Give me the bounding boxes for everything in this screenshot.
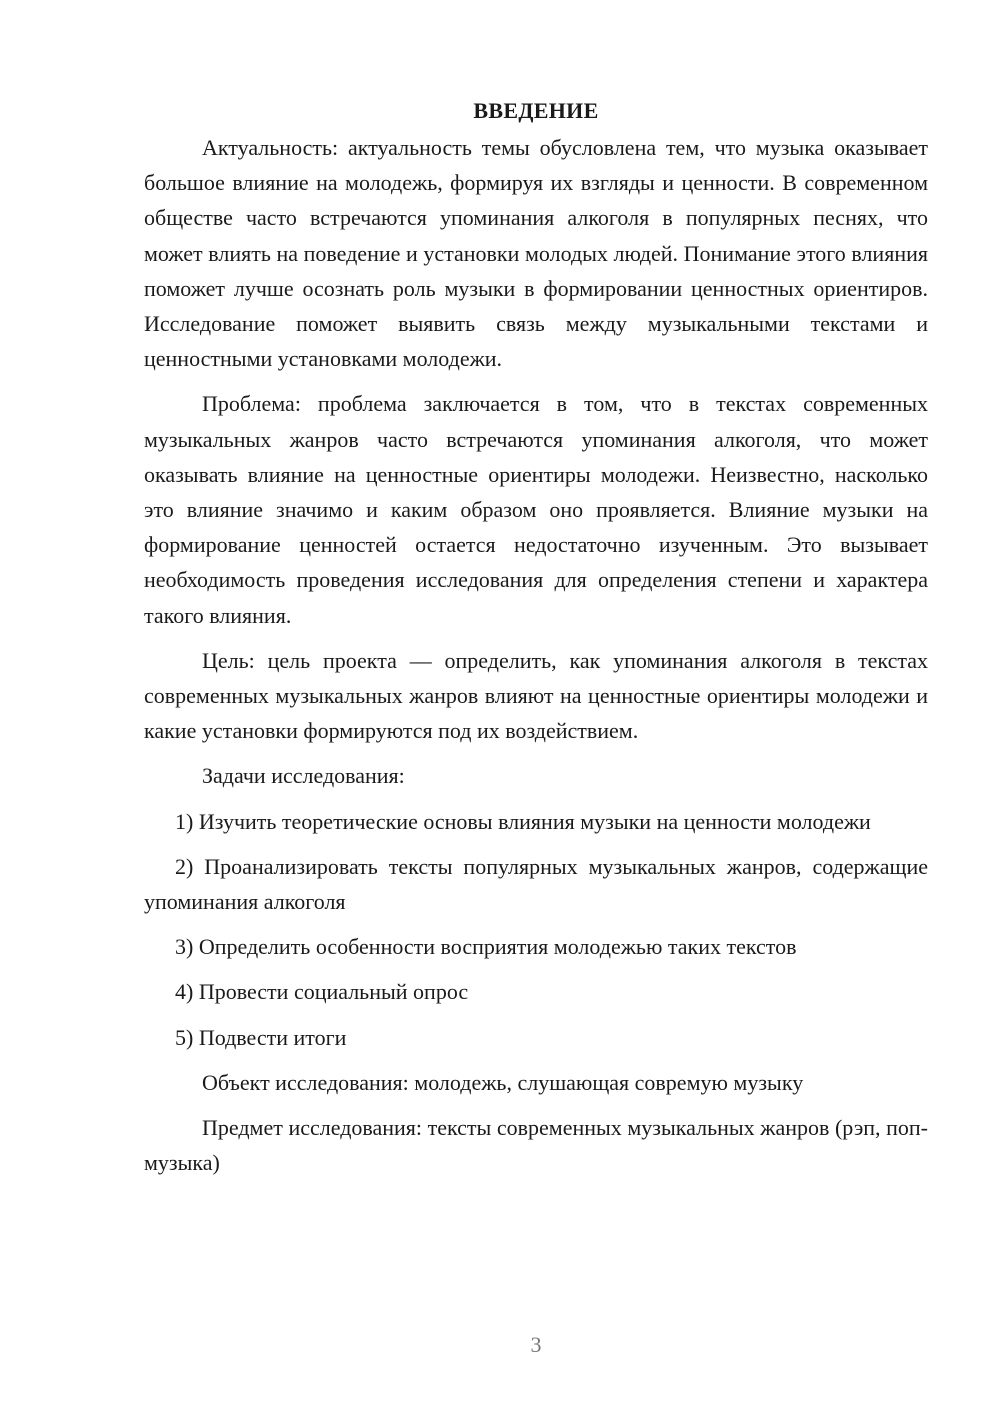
subject-paragraph: Предмет исследования: тексты современных музыкальных жанров (рэп, поп-музыка) (144, 1115, 928, 1176)
problem-paragraph: Проблема: проблема заключается в том, что в текстах современных музыкальных жанров часто встречаются упоминания алкоголя, что может оказывать влияние на ценностные ориентиры молодежи. Неизвестно, насколько это влияние значимо и каким образом оно проявляется. Влияние музыки на формирование ценностей остается недостаточно изученным. Это вызывает необходимость проведения исследования для определения степени и характера такого влияния. (144, 391, 928, 628)
task-item-5: 5) Подвести итоги (175, 1024, 347, 1050)
task-item-3: 3) Определить особенности восприятия молодежью таких текстов (175, 934, 797, 960)
goal-paragraph: Цель: цель проекта — определить, как упоминания алкоголя в текстах современных музыкальных жанров влияют на ценностные ориентиры молодежи и какие установки формируются под их воздействием. (144, 647, 928, 744)
document-page (144, 96, 928, 1190)
task-item-4: 4) Провести социальный опрос (175, 979, 469, 1005)
object-paragraph: Объект исследования: молодежь, слушающая совремую музыку (202, 1069, 804, 1095)
relevance-paragraph: Актуальность: актуальность темы обусловлена тем, что музыка оказывает большое влияние на молодежь, формируя их взгляды и ценности. В современном обществе часто встречаются упоминания алкоголя в популярных песнях, что может влиять на поведение и установки молодых людей. Понимание этого влияния поможет лучше осознать роль музыки в формировании ценностных ориентиров. Исследование поможет выявить связь между музыкальными текстами и ценностными установками молодежи. (144, 135, 928, 372)
page-number: 3 (530, 1332, 542, 1357)
page-title: ВВЕДЕНИЕ (473, 98, 599, 123)
tasks-heading: Задачи исследования: (202, 763, 405, 789)
task-item-2: 2) Проанализировать тексты популярных музыкальных жанров, содержащие упоминания алкоголя (144, 853, 928, 915)
task-item-1: 1) Изучить теоретические основы влияния музыки на ценности молодежи (175, 808, 871, 834)
